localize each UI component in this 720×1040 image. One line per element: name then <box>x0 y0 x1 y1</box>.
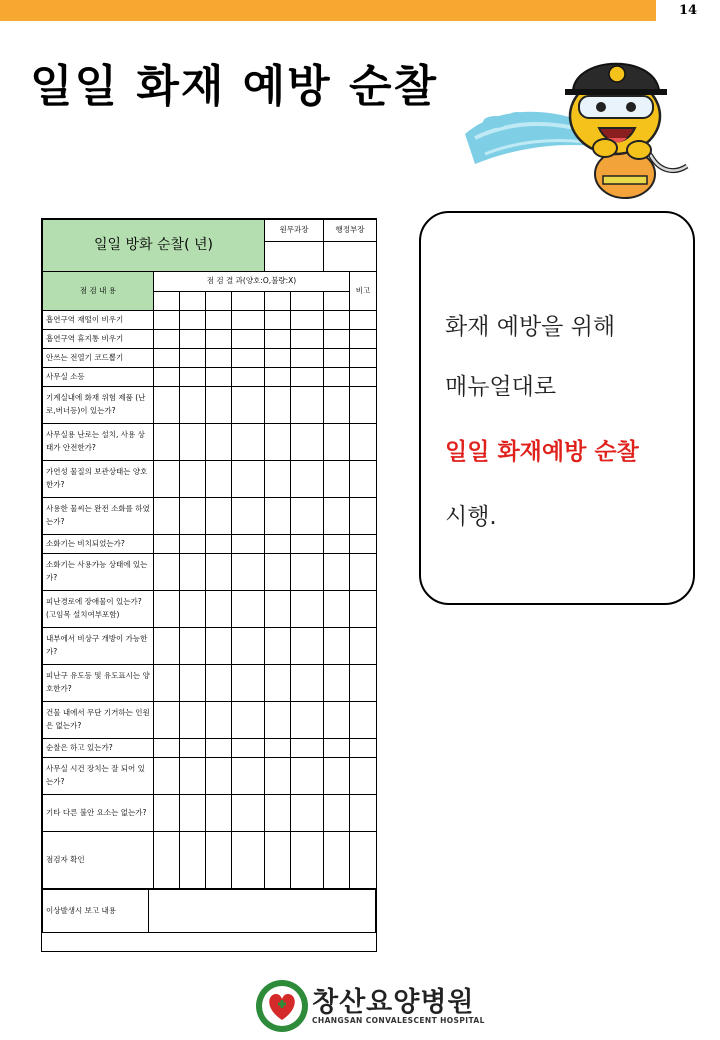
checklist-row <box>43 554 377 591</box>
note-cell[interactable] <box>350 628 377 665</box>
checklist-item-label: 사무실 시건 장치는 잘 되어 있는가? <box>43 758 154 795</box>
result-cell[interactable] <box>232 591 265 628</box>
result-cell[interactable] <box>324 832 350 889</box>
result-cell[interactable] <box>324 795 350 832</box>
result-cell[interactable] <box>324 387 350 424</box>
note-cell[interactable] <box>350 368 377 387</box>
result-cell[interactable] <box>324 535 350 554</box>
patrol-checklist <box>41 218 377 952</box>
checklist-item-label: 소화기는 사용가능 상태에 있는가? <box>43 554 154 591</box>
result-cell[interactable] <box>232 702 265 739</box>
result-cell[interactable] <box>324 498 350 535</box>
checklist-item-label: 건물 내에서 무단 기거하는 인원은 없는가? <box>43 702 154 739</box>
checklist-row <box>43 311 377 330</box>
result-cell[interactable] <box>180 795 206 832</box>
note-cell[interactable] <box>350 739 377 758</box>
result-cell[interactable] <box>232 535 265 554</box>
result-cell[interactable] <box>232 832 265 889</box>
result-cell[interactable] <box>154 292 180 311</box>
checklist-item-label: 사무실용 난로는 설치, 사용 상태가 안전한가? <box>43 424 154 461</box>
note-cell[interactable] <box>350 461 377 498</box>
result-cell[interactable] <box>324 628 350 665</box>
checklist-item-label: 소화기는 비치되었는가? <box>43 535 154 554</box>
result-cell[interactable] <box>265 368 291 387</box>
page-title: 일일 화재 예방 순찰 <box>30 61 438 112</box>
result-cell[interactable] <box>291 424 324 461</box>
result-cell[interactable] <box>265 554 291 591</box>
result-cell[interactable] <box>265 424 291 461</box>
report-content-box[interactable] <box>149 890 376 933</box>
checklist-row <box>43 795 377 832</box>
checklist-item-label: 사무실 소등 <box>43 368 154 387</box>
page-number: 14 <box>656 0 720 21</box>
result-cell[interactable] <box>180 292 206 311</box>
result-cell[interactable] <box>291 292 324 311</box>
result-cell[interactable] <box>206 702 232 739</box>
result-cell[interactable] <box>154 665 180 702</box>
checklist-item-label: 안쓰는 전열기 코드뽑기 <box>43 349 154 368</box>
message-line-highlight: 일일 화재예방 순찰 <box>445 439 639 465</box>
result-cell[interactable] <box>291 795 324 832</box>
sign-label-1: 원무과장 <box>265 220 324 242</box>
result-cell[interactable] <box>291 739 324 758</box>
checklist-item-label: 흡연구역 재떨이 비우기 <box>43 311 154 330</box>
result-cell[interactable] <box>265 665 291 702</box>
result-cell[interactable] <box>265 349 291 368</box>
checklist-item-label: 순찰은 하고 있는가? <box>43 739 154 758</box>
checklist-row <box>43 832 377 889</box>
note-cell[interactable] <box>350 387 377 424</box>
result-cell[interactable] <box>265 498 291 535</box>
result-cell[interactable] <box>154 330 180 349</box>
result-cell[interactable] <box>232 665 265 702</box>
result-cell[interactable] <box>232 554 265 591</box>
result-cell[interactable] <box>154 311 180 330</box>
result-cell[interactable] <box>206 498 232 535</box>
result-cell[interactable] <box>180 330 206 349</box>
checklist-row <box>43 591 377 628</box>
result-cell[interactable] <box>324 368 350 387</box>
result-cell[interactable] <box>206 292 232 311</box>
result-cell[interactable] <box>206 665 232 702</box>
result-cell[interactable] <box>206 330 232 349</box>
checklist-item-label: 기계실내에 화재 위험 제품 (난로,버너등)이 있는가? <box>43 387 154 424</box>
note-cell[interactable] <box>350 424 377 461</box>
result-cell[interactable] <box>232 387 265 424</box>
result-cell[interactable] <box>232 758 265 795</box>
checklist-item-label: 내부에서 비상구 개방이 가능한가? <box>43 628 154 665</box>
result-cell[interactable] <box>291 758 324 795</box>
result-cell[interactable] <box>324 349 350 368</box>
checklist-title: 일일 방화 순찰( 년) <box>43 220 265 272</box>
result-cell[interactable] <box>206 832 232 889</box>
result-cell[interactable] <box>180 554 206 591</box>
report-table <box>42 889 376 933</box>
result-cell[interactable] <box>324 461 350 498</box>
checklist-items <box>43 311 377 889</box>
note-cell[interactable] <box>350 758 377 795</box>
result-cell[interactable] <box>206 424 232 461</box>
result-cell[interactable] <box>180 665 206 702</box>
result-cell[interactable] <box>154 535 180 554</box>
note-cell[interactable] <box>350 349 377 368</box>
message-line-1: 화재 예방을 위해 <box>445 314 616 340</box>
checklist-item-label: 사용한 물씨는 완전 소화를 하였는가? <box>43 498 154 535</box>
result-cell[interactable] <box>180 368 206 387</box>
result-cell[interactable] <box>324 702 350 739</box>
result-cell[interactable] <box>291 349 324 368</box>
result-cell[interactable] <box>232 311 265 330</box>
result-cell[interactable] <box>265 702 291 739</box>
result-cell[interactable] <box>154 424 180 461</box>
checklist-row <box>43 498 377 535</box>
result-cell[interactable] <box>206 554 232 591</box>
result-cell[interactable] <box>154 628 180 665</box>
items-header: 점 검 내 용 <box>43 272 154 311</box>
result-cell[interactable] <box>265 739 291 758</box>
result-cell[interactable] <box>154 758 180 795</box>
result-cell[interactable] <box>324 554 350 591</box>
checklist-item-label: 점검자 확인 <box>43 832 154 889</box>
result-cell[interactable] <box>180 311 206 330</box>
result-cell[interactable] <box>154 739 180 758</box>
result-cell[interactable] <box>324 330 350 349</box>
checklist-item-label: 흡연구역 휴지통 비우기 <box>43 330 154 349</box>
result-cell[interactable] <box>180 739 206 758</box>
note-cell[interactable] <box>350 702 377 739</box>
hospital-name-en: CHANGSAN CONVALESCENT HOSPITAL <box>312 1016 485 1025</box>
checklist-row <box>43 739 377 758</box>
checklist-item-label: 가연성 물질의 보관상태는 양호한가? <box>43 461 154 498</box>
result-cell[interactable] <box>291 554 324 591</box>
result-cell[interactable] <box>206 758 232 795</box>
result-cell[interactable] <box>154 591 180 628</box>
result-cell[interactable] <box>324 424 350 461</box>
result-cell[interactable] <box>232 424 265 461</box>
result-cell[interactable] <box>232 349 265 368</box>
result-cell[interactable] <box>206 795 232 832</box>
note-cell[interactable] <box>350 795 377 832</box>
result-cell[interactable] <box>154 832 180 889</box>
result-cell[interactable] <box>291 591 324 628</box>
result-cell[interactable] <box>180 591 206 628</box>
sign-box-2[interactable] <box>324 242 377 272</box>
result-cell[interactable] <box>180 349 206 368</box>
result-cell[interactable] <box>265 535 291 554</box>
result-cell[interactable] <box>206 461 232 498</box>
result-cell[interactable] <box>291 628 324 665</box>
result-cell[interactable] <box>291 461 324 498</box>
result-cell[interactable] <box>180 535 206 554</box>
checklist-item-label: 피난경로에 장애물이 있는가?(고임목 설치여부포함) <box>43 591 154 628</box>
result-cell[interactable] <box>154 702 180 739</box>
checklist-row <box>43 702 377 739</box>
checklist-item-label: 기타 다른 불안 요소는 없는가? <box>43 795 154 832</box>
result-cell[interactable] <box>206 739 232 758</box>
result-cell[interactable] <box>206 311 232 330</box>
note-cell[interactable] <box>350 311 377 330</box>
note-cell[interactable] <box>350 832 377 889</box>
result-cell[interactable] <box>265 591 291 628</box>
checklist-row <box>43 628 377 665</box>
result-cell[interactable] <box>206 349 232 368</box>
checklist-row <box>43 758 377 795</box>
result-cell[interactable] <box>291 387 324 424</box>
checklist-row <box>43 387 377 424</box>
result-cell[interactable] <box>232 498 265 535</box>
result-cell[interactable] <box>206 535 232 554</box>
sign-box-1[interactable] <box>265 242 324 272</box>
result-cell[interactable] <box>324 311 350 330</box>
sign-label-2: 행정부장 <box>324 220 377 242</box>
result-cell[interactable] <box>291 311 324 330</box>
result-cell[interactable] <box>206 591 232 628</box>
result-header: 점 검 결 과(양호:O,불량:X) <box>154 272 350 292</box>
result-cell[interactable] <box>206 368 232 387</box>
result-cell[interactable] <box>180 758 206 795</box>
checklist-table <box>42 219 377 889</box>
checklist-row <box>43 461 377 498</box>
result-cell[interactable] <box>265 292 291 311</box>
result-cell[interactable] <box>265 758 291 795</box>
message-line-2: 매뉴얼대로 <box>445 374 557 400</box>
report-label: 이상발생시 보고 내용 <box>43 890 149 933</box>
result-cell[interactable] <box>180 702 206 739</box>
result-cell[interactable] <box>265 387 291 424</box>
result-cell[interactable] <box>291 665 324 702</box>
hospital-name: 창산요양병원 <box>312 987 475 1018</box>
result-cell[interactable] <box>180 832 206 889</box>
result-cell[interactable] <box>206 628 232 665</box>
result-cell[interactable] <box>232 628 265 665</box>
result-cell[interactable] <box>265 311 291 330</box>
result-cell[interactable] <box>154 795 180 832</box>
result-cell[interactable] <box>154 498 180 535</box>
firefighter-mascot-icon <box>455 46 705 206</box>
result-cell[interactable] <box>324 665 350 702</box>
note-cell[interactable] <box>350 665 377 702</box>
result-cell[interactable] <box>324 758 350 795</box>
note-cell[interactable] <box>350 330 377 349</box>
result-cell[interactable] <box>180 461 206 498</box>
result-cell[interactable] <box>291 832 324 889</box>
result-cell[interactable] <box>154 461 180 498</box>
result-cell[interactable] <box>180 628 206 665</box>
checklist-row <box>43 665 377 702</box>
result-cell[interactable] <box>232 795 265 832</box>
result-cell[interactable] <box>180 387 206 424</box>
checklist-row <box>43 349 377 368</box>
result-cell[interactable] <box>154 554 180 591</box>
note-cell[interactable] <box>350 498 377 535</box>
result-cell[interactable] <box>291 702 324 739</box>
result-cell[interactable] <box>232 368 265 387</box>
result-cell[interactable] <box>154 368 180 387</box>
result-cell[interactable] <box>265 832 291 889</box>
result-cell[interactable] <box>232 739 265 758</box>
note-header: 비고 <box>350 272 377 311</box>
result-cell[interactable] <box>324 292 350 311</box>
note-cell[interactable] <box>350 535 377 554</box>
result-cell[interactable] <box>265 795 291 832</box>
result-cell[interactable] <box>265 628 291 665</box>
result-cell[interactable] <box>232 461 265 498</box>
message-box <box>419 211 695 605</box>
result-cell[interactable] <box>180 424 206 461</box>
checklist-item-label: 피난구 유도등 및 유도표시는 양호한가? <box>43 665 154 702</box>
result-cell[interactable] <box>291 498 324 535</box>
result-cell[interactable] <box>265 461 291 498</box>
result-cell[interactable] <box>206 387 232 424</box>
result-cell[interactable] <box>180 498 206 535</box>
result-cell[interactable] <box>324 591 350 628</box>
result-cell[interactable] <box>324 739 350 758</box>
note-cell[interactable] <box>350 554 377 591</box>
result-cell[interactable] <box>154 387 180 424</box>
result-cell[interactable] <box>291 330 324 349</box>
result-cell[interactable] <box>265 330 291 349</box>
message-line-4: 시행. <box>445 504 497 530</box>
hospital-logo-icon <box>254 978 310 1034</box>
note-cell[interactable] <box>350 591 377 628</box>
checklist-row <box>43 424 377 461</box>
checklist-row <box>43 535 377 554</box>
top-accent-bar <box>0 0 720 21</box>
checklist-row <box>43 368 377 387</box>
result-cell[interactable] <box>154 349 180 368</box>
result-cell[interactable] <box>291 368 324 387</box>
result-cell[interactable] <box>291 535 324 554</box>
result-cell[interactable] <box>232 330 265 349</box>
checklist-row <box>43 330 377 349</box>
result-cell[interactable] <box>232 292 265 311</box>
